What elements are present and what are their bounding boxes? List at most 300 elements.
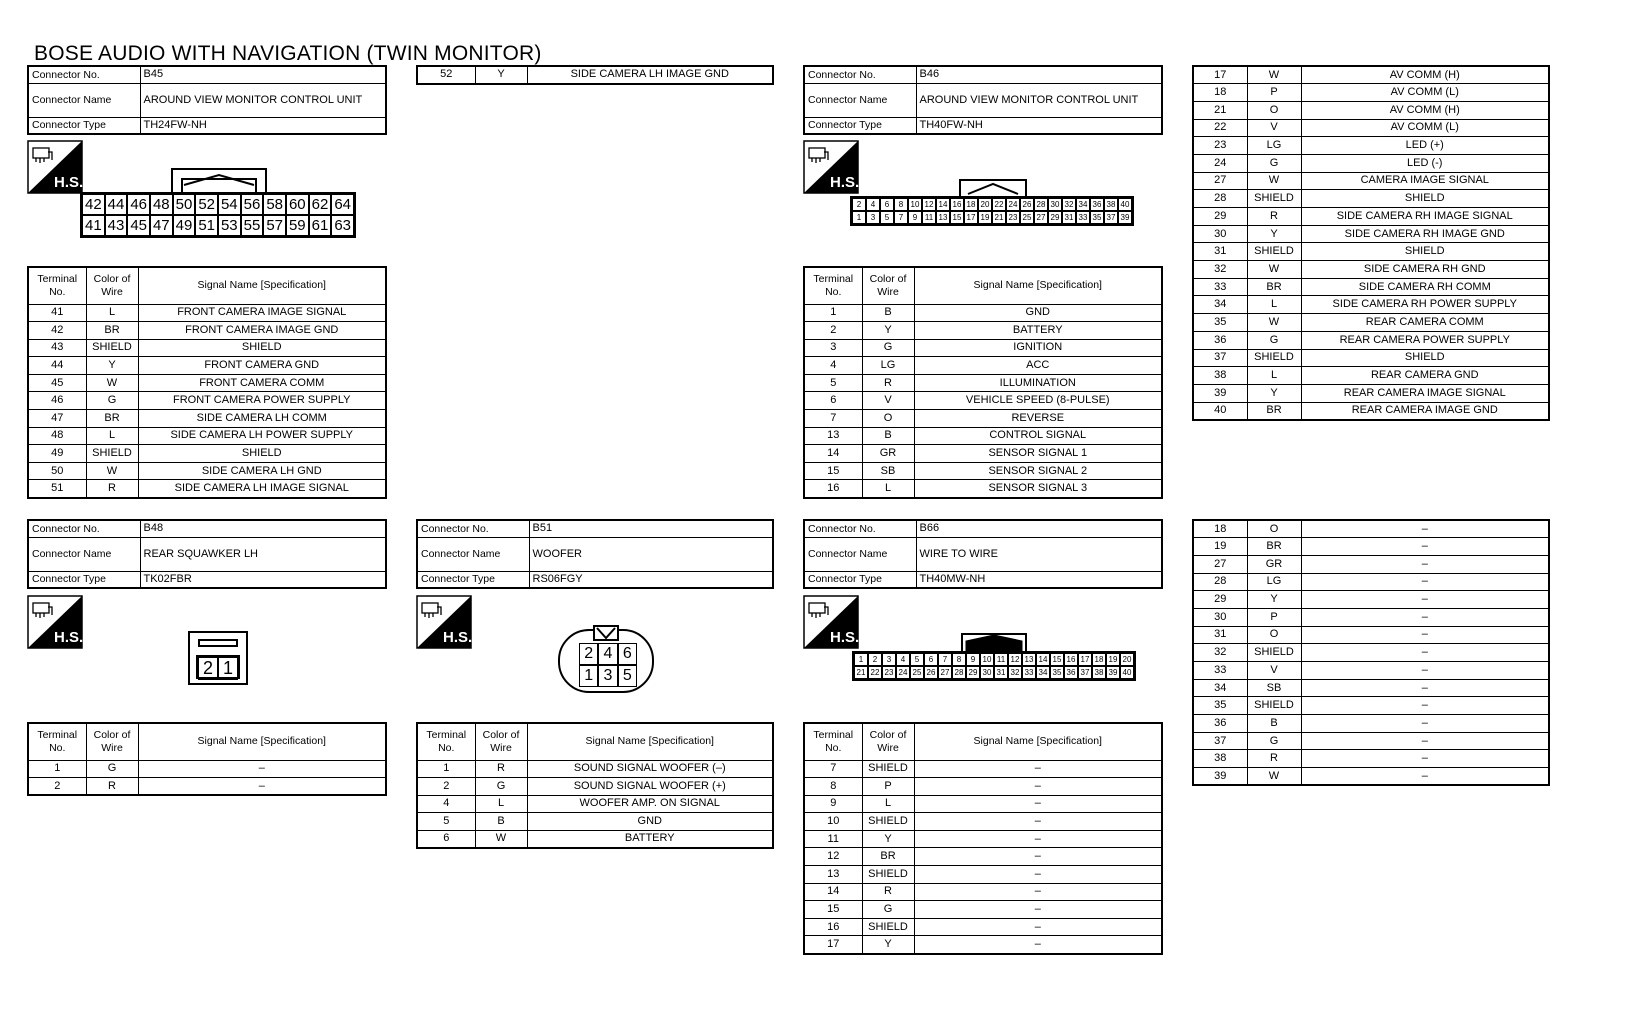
connector-pin: 25	[910, 666, 924, 679]
terminal-no-cell: 29	[1193, 591, 1247, 609]
table-row	[28, 304, 386, 322]
wire-color-cell: B	[1247, 715, 1301, 733]
connector-name-value: AROUND VIEW MONITOR CONTROL UNIT	[916, 83, 1162, 117]
terminal-no-header: Terminal No.	[804, 723, 862, 760]
wire-color-cell: G	[1247, 331, 1301, 349]
connector-pin: 40	[1120, 666, 1134, 679]
signal-name-cell: –	[914, 760, 1162, 778]
terminal-no-cell: 24	[1193, 154, 1247, 172]
table-row	[804, 445, 1162, 463]
connector-pin: 1	[579, 665, 598, 687]
table-row	[417, 760, 773, 778]
terminal-no-cell: 42	[28, 322, 86, 340]
wire-color-cell: V	[862, 392, 914, 410]
wire-color-cell: W	[1247, 768, 1301, 786]
connector-pin: 4	[866, 198, 880, 211]
table-row	[1193, 278, 1549, 296]
signal-name-cell: BATTERY	[914, 322, 1162, 340]
connector-pin: 3	[866, 211, 880, 224]
terminal-no-cell: 28	[1193, 573, 1247, 591]
connector-name-label: Connector Name	[804, 83, 916, 117]
signal-table-b46-continued	[1192, 65, 1550, 421]
connector-pin: 13	[1022, 653, 1036, 666]
terminal-no-cell: 31	[1193, 626, 1247, 644]
terminal-no-cell: 29	[1193, 208, 1247, 226]
signal-name-cell: SIDE CAMERA RH IMAGE SIGNAL	[1301, 208, 1549, 226]
connector-pin: 16	[950, 198, 964, 211]
connector-type-label: Connector Type	[28, 571, 140, 588]
connector-pin: 27	[1034, 211, 1048, 224]
signal-name-cell: REVERSE	[914, 410, 1162, 428]
wire-color-cell: GR	[862, 445, 914, 463]
wire-color-cell: SHIELD	[1247, 243, 1301, 261]
table-row	[28, 462, 386, 480]
connector-no-label: Connector No.	[804, 520, 916, 537]
signal-name-cell: –	[1301, 626, 1549, 644]
connector-name-label: Connector Name	[28, 83, 140, 117]
table-row	[804, 918, 1162, 936]
wire-color-cell: SB	[862, 462, 914, 480]
table-row	[1193, 208, 1549, 226]
table-row	[1193, 154, 1549, 172]
connector-name-value: WOOFER	[529, 537, 773, 571]
signal-name-cell: –	[1301, 573, 1549, 591]
connector-pin: 41	[82, 215, 105, 236]
table-row	[804, 480, 1162, 498]
wire-color-cell: SB	[1247, 679, 1301, 697]
color-of-wire-header: Color of Wire	[862, 267, 914, 304]
terminal-no-cell: 33	[1193, 278, 1247, 296]
connector-pin: 25	[1020, 211, 1034, 224]
wire-color-cell: L	[475, 795, 527, 813]
terminal-no-cell: 3	[804, 339, 862, 357]
terminal-no-cell: 18	[1193, 520, 1247, 538]
connector-pin: 57	[263, 215, 286, 236]
terminal-no-cell: 35	[1193, 697, 1247, 715]
wire-color-cell: L	[1247, 367, 1301, 385]
signal-name-cell: –	[1301, 715, 1549, 733]
terminal-no-cell: 4	[417, 795, 475, 813]
signal-name-cell: SIDE CAMERA LH IMAGE SIGNAL	[138, 480, 386, 498]
connector-name-label: Connector Name	[417, 537, 529, 571]
harness-side-icon	[27, 595, 83, 649]
connector-pin: 21	[854, 666, 868, 679]
table-row	[28, 357, 386, 375]
signal-name-cell: –	[914, 813, 1162, 831]
terminal-no-cell: 12	[804, 848, 862, 866]
table-row	[417, 830, 773, 848]
signal-name-cell: –	[1301, 591, 1549, 609]
connector-pin: 15	[950, 211, 964, 224]
signal-name-cell: GND	[527, 813, 773, 831]
table-row	[1193, 697, 1549, 715]
connector-pin: 36	[1090, 198, 1104, 211]
signal-name-cell: GND	[914, 304, 1162, 322]
connector-pin: 34	[1076, 198, 1090, 211]
terminal-no-cell: 48	[28, 427, 86, 445]
connector-pin: 44	[105, 194, 128, 215]
connector-no-value: B46	[916, 66, 1162, 83]
connector-b48-info	[27, 519, 387, 589]
table-row	[1193, 190, 1549, 208]
connector-pin: 39	[1106, 666, 1120, 679]
terminal-no-header: Terminal No.	[28, 267, 86, 304]
harness-side-svg	[27, 140, 83, 194]
table-row	[1193, 538, 1549, 556]
terminal-no-cell: 49	[28, 445, 86, 463]
signal-name-cell: SIDE CAMERA LH IMAGE GND	[527, 66, 773, 84]
signal-name-cell: SIDE CAMERA LH POWER SUPPLY	[138, 427, 386, 445]
signal-name-cell: SIDE CAMERA RH COMM	[1301, 278, 1549, 296]
table-row	[417, 66, 773, 84]
table-row	[1193, 172, 1549, 190]
harness-side-svg	[27, 595, 83, 649]
signal-name-cell: SIDE CAMERA RH GND	[1301, 261, 1549, 279]
wire-color-cell: Y	[862, 830, 914, 848]
signal-name-cell: SIDE CAMERA LH COMM	[138, 410, 386, 428]
table-row	[804, 795, 1162, 813]
terminal-no-cell: 1	[417, 760, 475, 778]
connector-pin: 12	[1008, 653, 1022, 666]
wire-color-cell: SHIELD	[1247, 349, 1301, 367]
wire-color-cell: O	[1247, 520, 1301, 538]
terminal-no-cell: 2	[28, 778, 86, 796]
signal-name-cell: SIDE CAMERA LH GND	[138, 462, 386, 480]
terminal-no-cell: 1	[804, 304, 862, 322]
connector-pin: 38	[1092, 666, 1106, 679]
wire-color-cell: G	[1247, 154, 1301, 172]
connector-pin: 20	[1120, 653, 1134, 666]
wire-color-cell: R	[86, 778, 138, 796]
table-row	[1193, 84, 1549, 102]
connector-pin: 29	[1048, 211, 1062, 224]
connector-pin: 2	[198, 657, 218, 680]
wire-color-cell: P	[1247, 608, 1301, 626]
signal-name-cell: REAR CAMERA IMAGE GND	[1301, 402, 1549, 420]
signal-name-cell: –	[1301, 520, 1549, 538]
wire-color-cell: SHIELD	[1247, 697, 1301, 715]
connector-type-value: RS06FGY	[529, 571, 773, 588]
connector-b51-pins	[579, 643, 637, 687]
wire-color-cell: SHIELD	[86, 445, 138, 463]
terminal-no-cell: 41	[28, 304, 86, 322]
wire-color-cell: SHIELD	[862, 918, 914, 936]
color-of-wire-header: Color of Wire	[86, 723, 138, 760]
wire-color-cell: Y	[86, 357, 138, 375]
signal-name-cell: REAR CAMERA COMM	[1301, 314, 1549, 332]
wire-color-cell: V	[1247, 119, 1301, 137]
connector-pin: 33	[1022, 666, 1036, 679]
signal-name-cell: SIDE CAMERA RH IMAGE GND	[1301, 225, 1549, 243]
signal-name-cell: SENSOR SIGNAL 2	[914, 462, 1162, 480]
table-row	[804, 304, 1162, 322]
connector-pin: 34	[1036, 666, 1050, 679]
table-row	[804, 813, 1162, 831]
connector-pin: 1	[218, 657, 238, 680]
signal-name-cell: –	[1301, 555, 1549, 573]
signal-name-cell: SHIELD	[1301, 243, 1549, 261]
connector-pin: 5	[910, 653, 924, 666]
wire-color-cell: GR	[1247, 555, 1301, 573]
wire-color-cell: O	[1247, 626, 1301, 644]
wire-color-cell: P	[1247, 84, 1301, 102]
terminal-no-cell: 6	[417, 830, 475, 848]
connector-pin: 6	[924, 653, 938, 666]
harness-side-icon	[416, 595, 472, 649]
wire-color-cell: O	[862, 410, 914, 428]
wire-color-cell: Y	[1247, 225, 1301, 243]
table-row	[1193, 662, 1549, 680]
wire-color-cell: Y	[1247, 384, 1301, 402]
connector-no-label: Connector No.	[28, 66, 140, 83]
wire-color-cell: Y	[862, 322, 914, 340]
wire-color-cell: R	[86, 480, 138, 498]
wire-color-cell: L	[862, 795, 914, 813]
table-row	[804, 848, 1162, 866]
connector-pin: 3	[598, 665, 617, 687]
signal-name-header: Signal Name [Specification]	[138, 723, 386, 760]
wire-color-cell: B	[475, 813, 527, 831]
signal-name-cell: AV COMM (L)	[1301, 84, 1549, 102]
connector-name-label: Connector Name	[28, 537, 140, 571]
connector-pin: 18	[964, 198, 978, 211]
wire-color-cell: W	[1247, 172, 1301, 190]
connector-pin: 22	[992, 198, 1006, 211]
connector-pin: 38	[1104, 198, 1118, 211]
wire-color-cell: R	[475, 760, 527, 778]
connector-pin: 24	[896, 666, 910, 679]
terminal-no-cell: 23	[1193, 137, 1247, 155]
connector-pin: 4	[598, 643, 617, 665]
wire-color-cell: BR	[86, 410, 138, 428]
signal-name-cell: –	[914, 866, 1162, 884]
connector-pin: 55	[241, 215, 264, 236]
signal-name-cell: –	[1301, 538, 1549, 556]
wire-color-cell: SHIELD	[1247, 190, 1301, 208]
terminal-no-cell: 44	[28, 357, 86, 375]
connector-pin: 40	[1118, 198, 1132, 211]
connector-pin: 31	[1062, 211, 1076, 224]
connector-pin: 58	[263, 194, 286, 215]
connector-pin: 35	[1050, 666, 1064, 679]
terminal-no-cell: 7	[804, 760, 862, 778]
connector-pin: 8	[952, 653, 966, 666]
table-row	[804, 357, 1162, 375]
connector-pin: 19	[978, 211, 992, 224]
connector-pin: 2	[852, 198, 866, 211]
connector-pin: 26	[1020, 198, 1034, 211]
connector-pin: 12	[922, 198, 936, 211]
connector-pin: 1	[854, 653, 868, 666]
signal-name-cell: LED (-)	[1301, 154, 1549, 172]
connector-pin: 7	[894, 211, 908, 224]
table-row	[1193, 679, 1549, 697]
signal-name-cell: –	[1301, 697, 1549, 715]
signal-table-b66-continued	[1192, 519, 1550, 786]
harness-side-svg	[416, 595, 472, 649]
connector-pin: 23	[1006, 211, 1020, 224]
table-row	[1193, 626, 1549, 644]
connector-pin: 14	[1036, 653, 1050, 666]
connector-pin: 49	[173, 215, 196, 236]
terminal-no-header: Terminal No.	[28, 723, 86, 760]
connector-pin: 36	[1064, 666, 1078, 679]
terminal-no-cell: 13	[804, 866, 862, 884]
table-row	[1193, 573, 1549, 591]
connector-pin: 27	[938, 666, 952, 679]
wire-color-cell: G	[862, 339, 914, 357]
connector-pin: 16	[1064, 653, 1078, 666]
connector-pin: 24	[1006, 198, 1020, 211]
signal-name-cell: SHIELD	[138, 445, 386, 463]
terminal-no-cell: 13	[804, 427, 862, 445]
signal-name-cell: VEHICLE SPEED (8-PULSE)	[914, 392, 1162, 410]
signal-name-cell: –	[1301, 608, 1549, 626]
connector-pin: 6	[880, 198, 894, 211]
wire-color-cell: B	[862, 427, 914, 445]
connector-b66-pins	[852, 651, 1136, 681]
signal-name-cell: FRONT CAMERA IMAGE SIGNAL	[138, 304, 386, 322]
wire-color-cell: R	[862, 374, 914, 392]
table-row	[1193, 296, 1549, 314]
wire-color-cell: W	[475, 830, 527, 848]
signal-name-header: Signal Name [Specification]	[914, 267, 1162, 304]
page-title: BOSE AUDIO WITH NAVIGATION (TWIN MONITOR)	[34, 42, 542, 65]
wire-color-cell: G	[1247, 732, 1301, 750]
connector-b51-info	[416, 519, 774, 589]
connector-pin: 15	[1050, 653, 1064, 666]
terminal-no-cell: 45	[28, 374, 86, 392]
terminal-no-cell: 52	[417, 66, 475, 84]
terminal-no-cell: 4	[804, 357, 862, 375]
terminal-no-cell: 47	[28, 410, 86, 428]
wire-color-cell: Y	[475, 66, 527, 84]
wire-color-cell: Y	[1247, 591, 1301, 609]
connector-type-value: TK02FBR	[140, 571, 386, 588]
wire-color-cell: L	[1247, 296, 1301, 314]
terminal-no-cell: 7	[804, 410, 862, 428]
table-row	[28, 410, 386, 428]
terminal-no-cell: 17	[1193, 66, 1247, 84]
connector-pin: 3	[882, 653, 896, 666]
table-row	[804, 830, 1162, 848]
terminal-no-cell: 32	[1193, 261, 1247, 279]
connector-b48-pins	[196, 655, 240, 679]
signal-name-cell: SHIELD	[1301, 349, 1549, 367]
table-row	[804, 866, 1162, 884]
wire-color-cell: L	[86, 304, 138, 322]
connector-pin: 45	[127, 215, 150, 236]
wire-color-cell: R	[1247, 208, 1301, 226]
table-row	[1193, 261, 1549, 279]
signal-name-cell: FRONT CAMERA IMAGE GND	[138, 322, 386, 340]
connector-pin: 13	[936, 211, 950, 224]
wire-color-cell: L	[862, 480, 914, 498]
signal-name-cell: SHIELD	[138, 339, 386, 357]
connector-no-value: B66	[916, 520, 1162, 537]
connector-name-value: WIRE TO WIRE	[916, 537, 1162, 571]
svg-text:H.S.: H.S.	[443, 629, 472, 646]
terminal-no-cell: 46	[28, 392, 86, 410]
wire-color-cell: SHIELD	[862, 813, 914, 831]
signal-table-b51	[416, 722, 774, 849]
wire-color-cell: SHIELD	[86, 339, 138, 357]
svg-text:H.S.: H.S.	[54, 629, 83, 646]
signal-name-cell: SOUND SIGNAL WOOFER (–)	[527, 760, 773, 778]
connector-pin: 19	[1106, 653, 1120, 666]
table-row	[1193, 367, 1549, 385]
connector-pin: 10	[980, 653, 994, 666]
connector-no-label: Connector No.	[28, 520, 140, 537]
connector-pin: 30	[980, 666, 994, 679]
table-row	[804, 392, 1162, 410]
table-row	[1193, 644, 1549, 662]
connector-pin: 46	[127, 194, 150, 215]
connector-pin: 56	[241, 194, 264, 215]
wire-color-cell: R	[862, 883, 914, 901]
wire-color-cell: G	[862, 901, 914, 919]
connector-pin: 22	[868, 666, 882, 679]
signal-name-cell: WOOFER AMP. ON SIGNAL	[527, 795, 773, 813]
table-row	[1193, 331, 1549, 349]
connector-face-b45	[80, 167, 358, 248]
terminal-no-cell: 39	[1193, 384, 1247, 402]
connector-pin: 37	[1104, 211, 1118, 224]
table-row	[1193, 66, 1549, 84]
terminal-no-cell: 27	[1193, 172, 1247, 190]
wire-color-cell: G	[86, 392, 138, 410]
wire-color-cell: B	[862, 304, 914, 322]
signal-name-cell: –	[914, 795, 1162, 813]
terminal-no-cell: 27	[1193, 555, 1247, 573]
signal-name-cell: –	[914, 936, 1162, 954]
table-row	[1193, 314, 1549, 332]
connector-b66-housing	[852, 631, 1138, 653]
color-of-wire-header: Color of Wire	[86, 267, 138, 304]
connector-pin: 20	[978, 198, 992, 211]
table-row	[1193, 732, 1549, 750]
connector-pin: 60	[286, 194, 309, 215]
connector-pin: 63	[331, 215, 354, 236]
connector-pin: 9	[966, 653, 980, 666]
terminal-no-cell: 22	[1193, 119, 1247, 137]
terminal-no-cell: 5	[804, 374, 862, 392]
signal-name-cell: SOUND SIGNAL WOOFER (+)	[527, 778, 773, 796]
signal-name-cell: REAR CAMERA GND	[1301, 367, 1549, 385]
connector-b45-info	[27, 65, 387, 135]
connector-name-value: REAR SQUAWKER LH	[140, 537, 386, 571]
connector-pin: 48	[150, 194, 173, 215]
signal-name-cell: SIDE CAMERA RH POWER SUPPLY	[1301, 296, 1549, 314]
table-row	[1193, 384, 1549, 402]
table-row	[1193, 608, 1549, 626]
signal-name-cell: FRONT CAMERA GND	[138, 357, 386, 375]
signal-table-b45	[27, 266, 387, 499]
signal-name-header: Signal Name [Specification]	[914, 723, 1162, 760]
connector-no-value: B48	[140, 520, 386, 537]
signal-table-b45-continued	[416, 65, 774, 85]
table-row	[28, 778, 386, 796]
terminal-no-cell: 36	[1193, 331, 1247, 349]
terminal-no-cell: 36	[1193, 715, 1247, 733]
wire-color-cell: Y	[862, 936, 914, 954]
signal-name-cell: SENSOR SIGNAL 3	[914, 480, 1162, 498]
wire-color-cell: G	[475, 778, 527, 796]
connector-pin: 10	[908, 198, 922, 211]
wire-color-cell: L	[86, 427, 138, 445]
wire-color-cell: W	[1247, 261, 1301, 279]
terminal-no-cell: 1	[28, 760, 86, 778]
